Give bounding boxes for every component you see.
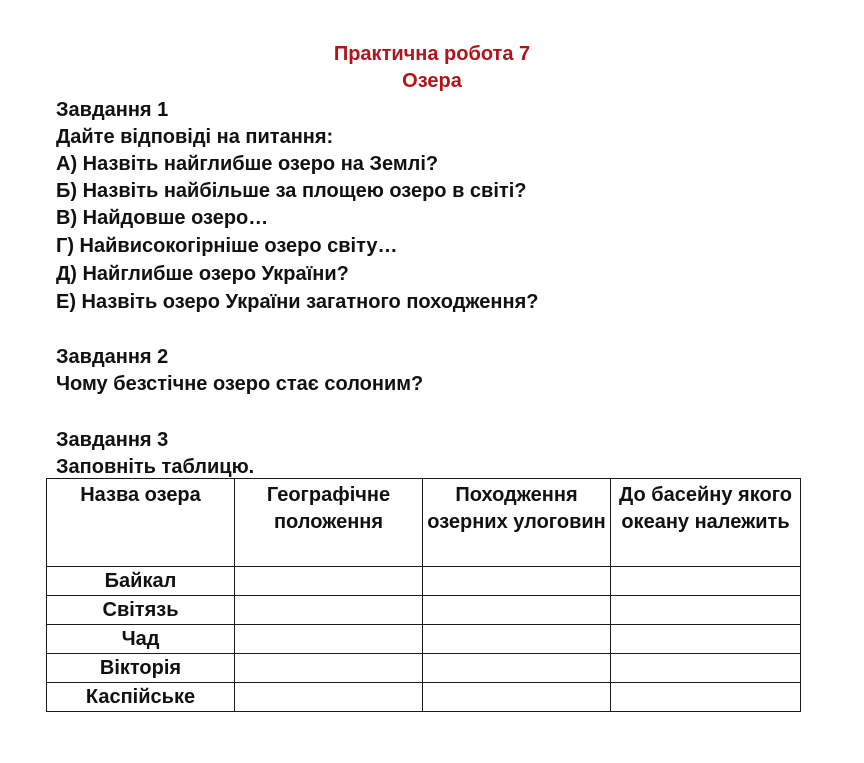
task3-instruction: Заповніть таблицю. xyxy=(56,456,255,478)
answer-cell[interactable] xyxy=(423,654,611,683)
task1-question-a: А) Назвіть найглибше озеро на Землі? xyxy=(56,153,439,175)
task1-intro: Дайте відповіді на питання: xyxy=(56,126,334,148)
answer-cell[interactable] xyxy=(611,625,801,654)
task1-question-f: Е) Назвіть озеро України загатного походження? xyxy=(56,291,539,313)
lake-name-cell: Байкал xyxy=(47,567,235,596)
answer-cell[interactable] xyxy=(423,625,611,654)
page-subtitle: Озера xyxy=(402,70,462,92)
answer-cell[interactable] xyxy=(235,567,423,596)
task2-heading: Завдання 2 xyxy=(56,346,169,368)
table-row xyxy=(47,567,801,596)
answer-cell[interactable] xyxy=(611,567,801,596)
answer-cell[interactable] xyxy=(235,625,423,654)
table-row xyxy=(47,683,801,712)
answer-cell[interactable] xyxy=(611,596,801,625)
header-ocean-basin: До басейну якого океану належить xyxy=(611,479,801,567)
table-header-row xyxy=(47,479,801,567)
task3-heading: Завдання 3 xyxy=(56,429,169,451)
answer-cell[interactable] xyxy=(235,596,423,625)
task1-question-b: Б) Назвіть найбільше за площею озеро в світі? xyxy=(56,180,527,202)
lakes-table xyxy=(46,478,801,712)
lake-name-cell: Світязь xyxy=(47,596,235,625)
page-title: Практична робота 7 xyxy=(333,43,531,65)
answer-cell[interactable] xyxy=(611,683,801,712)
task1-question-e: Д) Найглибше озеро України? xyxy=(56,263,349,285)
answer-cell[interactable] xyxy=(423,596,611,625)
header-lake-name: Назва озера xyxy=(47,479,235,567)
answer-cell[interactable] xyxy=(423,683,611,712)
task1-question-d: Г) Найвисокогірніше озеро світу… xyxy=(56,235,398,257)
answer-cell[interactable] xyxy=(235,683,423,712)
table-row xyxy=(47,654,801,683)
answer-cell[interactable] xyxy=(611,654,801,683)
lake-name-cell: Каспійське xyxy=(47,683,235,712)
task2-question: Чому безстічне озеро стає солоним? xyxy=(56,373,424,395)
header-geographic-position: Географічне положення xyxy=(235,479,423,567)
table-row xyxy=(47,625,801,654)
answer-cell[interactable] xyxy=(235,654,423,683)
answer-cell[interactable] xyxy=(423,567,611,596)
lake-name-cell: Вікторія xyxy=(47,654,235,683)
table-row xyxy=(47,596,801,625)
task1-heading: Завдання 1 xyxy=(56,99,169,121)
header-basin-origin: Походження озерних улоговин xyxy=(423,479,611,567)
task1-question-c: В) Найдовше озеро… xyxy=(56,207,269,229)
lake-name-cell: Чад xyxy=(47,625,235,654)
